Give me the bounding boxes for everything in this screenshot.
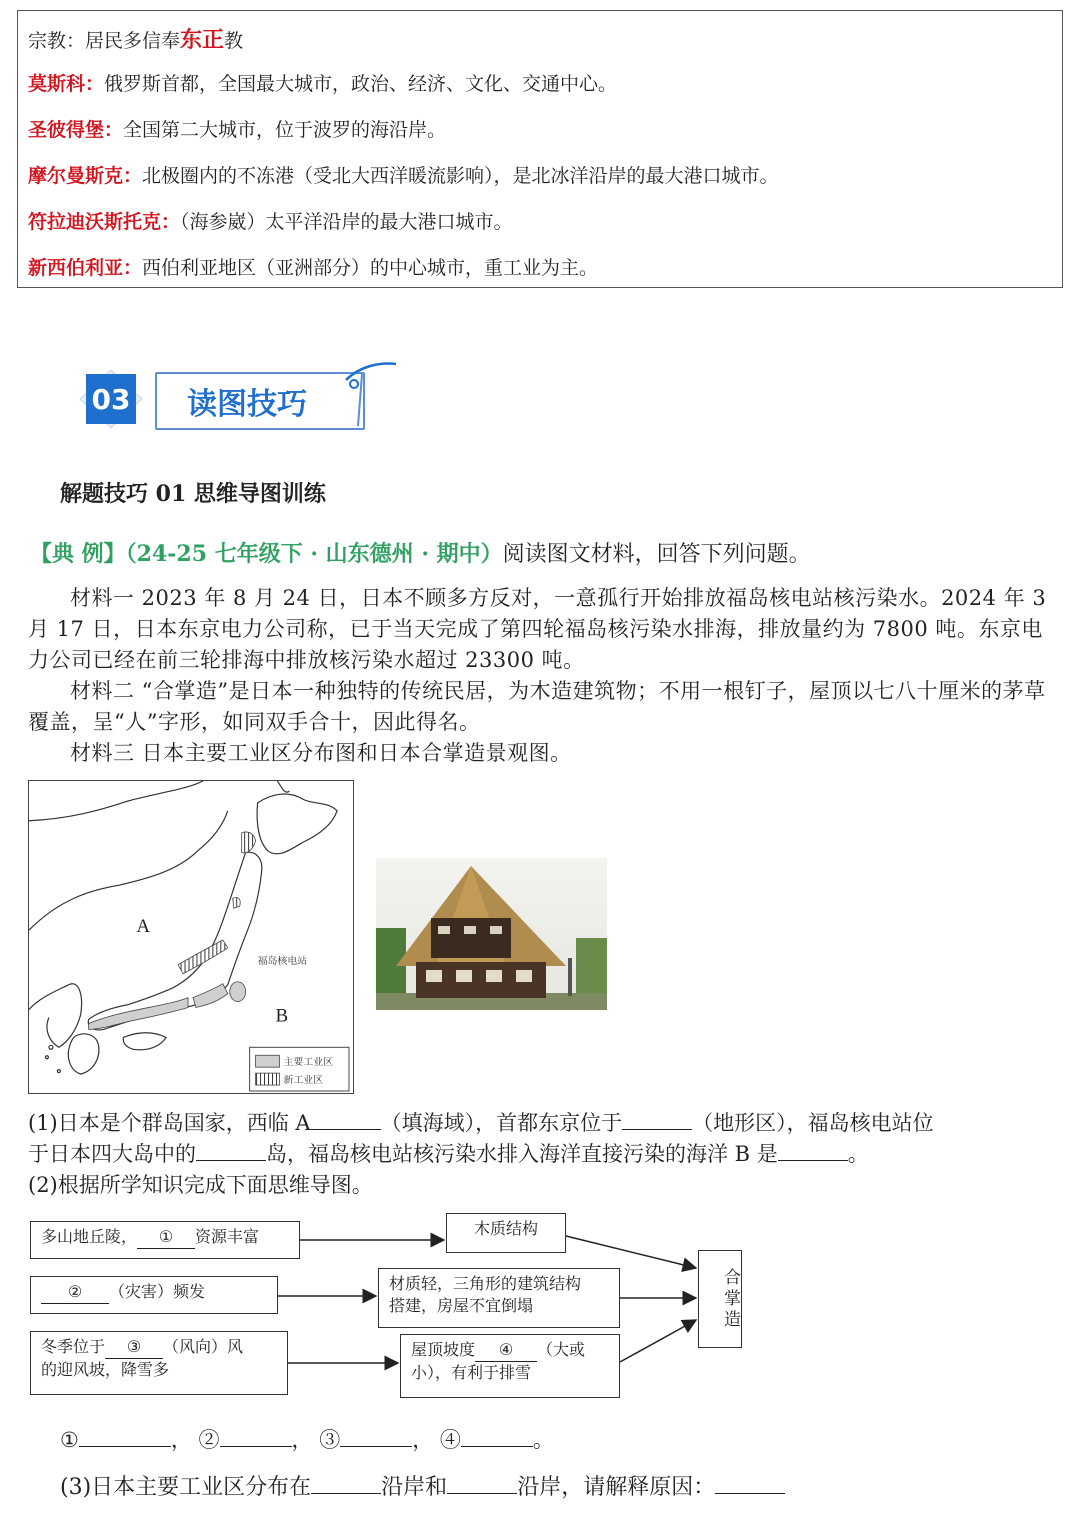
q-text: （地形区），福岛核电站位 [692,1111,934,1135]
legend-new-label: 新工业区 [283,1075,324,1087]
section-number-badge [78,368,144,430]
q-text: 沿岸，请解释原因： [517,1475,716,1500]
city-line-moscow [28,69,617,96]
mindmap-box-disaster [30,1276,278,1314]
mm-text: 屋顶坡度 [411,1340,476,1359]
blank-coast-1[interactable] [311,1475,381,1494]
q-text: （填海域），首都东京位于 [380,1111,623,1135]
city-text: 西伯利亚地区（亚洲部分）的中心城市，重工业为主。 [142,257,599,279]
q-text: (3)日本主要工业区分布在 [60,1475,312,1500]
ans-sep: ， [412,1428,434,1452]
answer-blank-1[interactable] [79,1428,171,1447]
mindmap-box-wind [30,1331,288,1395]
answer-line [60,1424,554,1454]
mm-text: 搭建，房屋不宜倒塌 [389,1296,534,1315]
city-line-novosibirsk [28,253,598,280]
section-title: 读图技巧 [155,372,365,430]
question-2: (2)根据所学知识完成下面思维导图。 [28,1173,373,1197]
mm-text: 冬季位于 [41,1337,106,1356]
city-label: 莫斯科： [28,73,105,95]
material-3: 材料三 日本主要工业区分布图和日本合掌造景观图。 [70,741,572,765]
japan-industry-map [28,780,354,1094]
mindmap-box-result: 合掌造 [698,1250,742,1348]
city-label: 宗教： [28,30,86,52]
ans-num: ④ [439,1428,461,1452]
city-line-vladivostok [28,207,513,234]
answer-blank-4[interactable] [461,1428,533,1447]
example-line [30,537,811,568]
ans-sep: 。 [532,1428,554,1452]
ans-num: ② [198,1428,220,1452]
q-text: (1)日本是个群岛国家，西临 A [28,1111,311,1135]
city-label: 摩尔曼斯克： [28,165,143,187]
example-source: （24-25 七年级下 · 山东德州 · 期中） [125,541,503,567]
mm-text: 资源丰富 [195,1227,260,1246]
blank-1[interactable]: ① [137,1226,195,1249]
blank-2[interactable]: ② [41,1281,109,1304]
answer-blank-3[interactable] [340,1428,412,1447]
ans-sep: ， [291,1428,313,1452]
example-prompt: 阅读图文材料，回答下列问题。 [502,542,811,567]
blank-tokyo-terrain[interactable] [622,1111,692,1130]
skill-title: 解题技巧 01 思维导图训练 [60,481,326,507]
mm-text: 的迎风坡，降雪多 [41,1360,170,1379]
blank-sea-b[interactable] [778,1142,848,1161]
blank-reason[interactable] [715,1475,785,1494]
city-label: 圣彼得堡： [28,119,124,141]
religion-line [28,23,243,54]
mm-text: （灾害）频发 [109,1282,206,1301]
blank-coast-2[interactable] [447,1475,517,1494]
sea-label-b: B [275,1005,289,1027]
ans-num: ③ [319,1428,341,1452]
mm-text: 多山地丘陵， [41,1227,138,1246]
question-1-line-1 [28,1108,934,1139]
question-1-line-2 [28,1139,869,1170]
answer-blank-2[interactable] [220,1428,292,1447]
mindmap-box-structure [378,1268,620,1328]
section-number: 03 [91,383,131,416]
ans-num: ① [60,1428,79,1452]
plant-label: 福岛核电站 [257,955,308,967]
city-label: 符拉迪沃斯托克： [28,211,181,233]
blank-3[interactable]: ③ [105,1336,163,1359]
city-line-murmansk [28,161,779,188]
city-line-spb [28,115,446,142]
mindmap-box-roof [400,1334,620,1398]
mm-text: 小），有利于排雪 [411,1363,532,1382]
gassho-house-photo [376,858,607,1010]
mm-text: （风向）风 [163,1337,244,1356]
q-text: 岛，福岛核电站核污染水排入海洋直接污染的海洋 B 是 [266,1142,778,1166]
mm-text: 材质轻，三角形的建筑结构 [389,1274,582,1293]
q-text: 。 [847,1142,869,1166]
city-label: 新西伯利亚： [28,257,143,279]
material-2: 材料二 “合掌造”是日本一种独特的传统民居，为木造建筑物；不用一根钉子，屋顶以七八十厘米的茅草覆盖，呈“人”字形，如同双手合十，因此得名。 [28,679,1046,734]
mindmap-box-terrain [30,1221,300,1259]
city-info-box [17,10,1063,288]
swoosh-decoration-icon [340,356,400,436]
city-text: 教 [224,30,244,52]
ans-sep: ， [170,1428,192,1452]
question-3 [60,1470,785,1501]
mindmap-box-wood: 木质结构 [446,1213,566,1253]
material-1: 材料一 2023 年 8 月 24 日，日本不顾多方反对，一意孤行开始排放福岛核电站核污染水。2024 年 3 月 17 日，日本东京电力公司称，已于当天完成了第四轮福岛核污染水排海，排放量约为 7800 吨。东京电力公司已经在前三轮排海中排放核污染水超过 23300 吨。 [28,586,1047,672]
legend-main-label: 主要工业区 [283,1057,334,1069]
sea-label-a: A [136,916,150,938]
blank-4[interactable]: ④ [475,1339,537,1362]
city-text: （海参崴）太平洋沿岸的最大港口城市。 [180,211,513,233]
blank-sea-a[interactable] [311,1111,381,1130]
highlight-text: 东正 [180,27,225,53]
city-text: 俄罗斯首都，全国最大城市，政治、经济、文化、交通中心。 [104,73,618,95]
q-text: 于日本四大岛中的 [28,1142,196,1166]
city-text: 全国第二大城市，位于波罗的海沿岸。 [123,119,447,141]
city-text: 北极圈内的不冻港（受北大西洋暖流影响），是北冰洋沿岸的最大港口城市。 [142,165,779,187]
blank-island[interactable] [196,1142,266,1161]
q-text: 沿岸和 [381,1475,448,1500]
city-text: 居民多信奉 [85,30,181,52]
example-tag: 【典 例】 [30,541,126,567]
mm-text: （大或 [537,1340,586,1359]
